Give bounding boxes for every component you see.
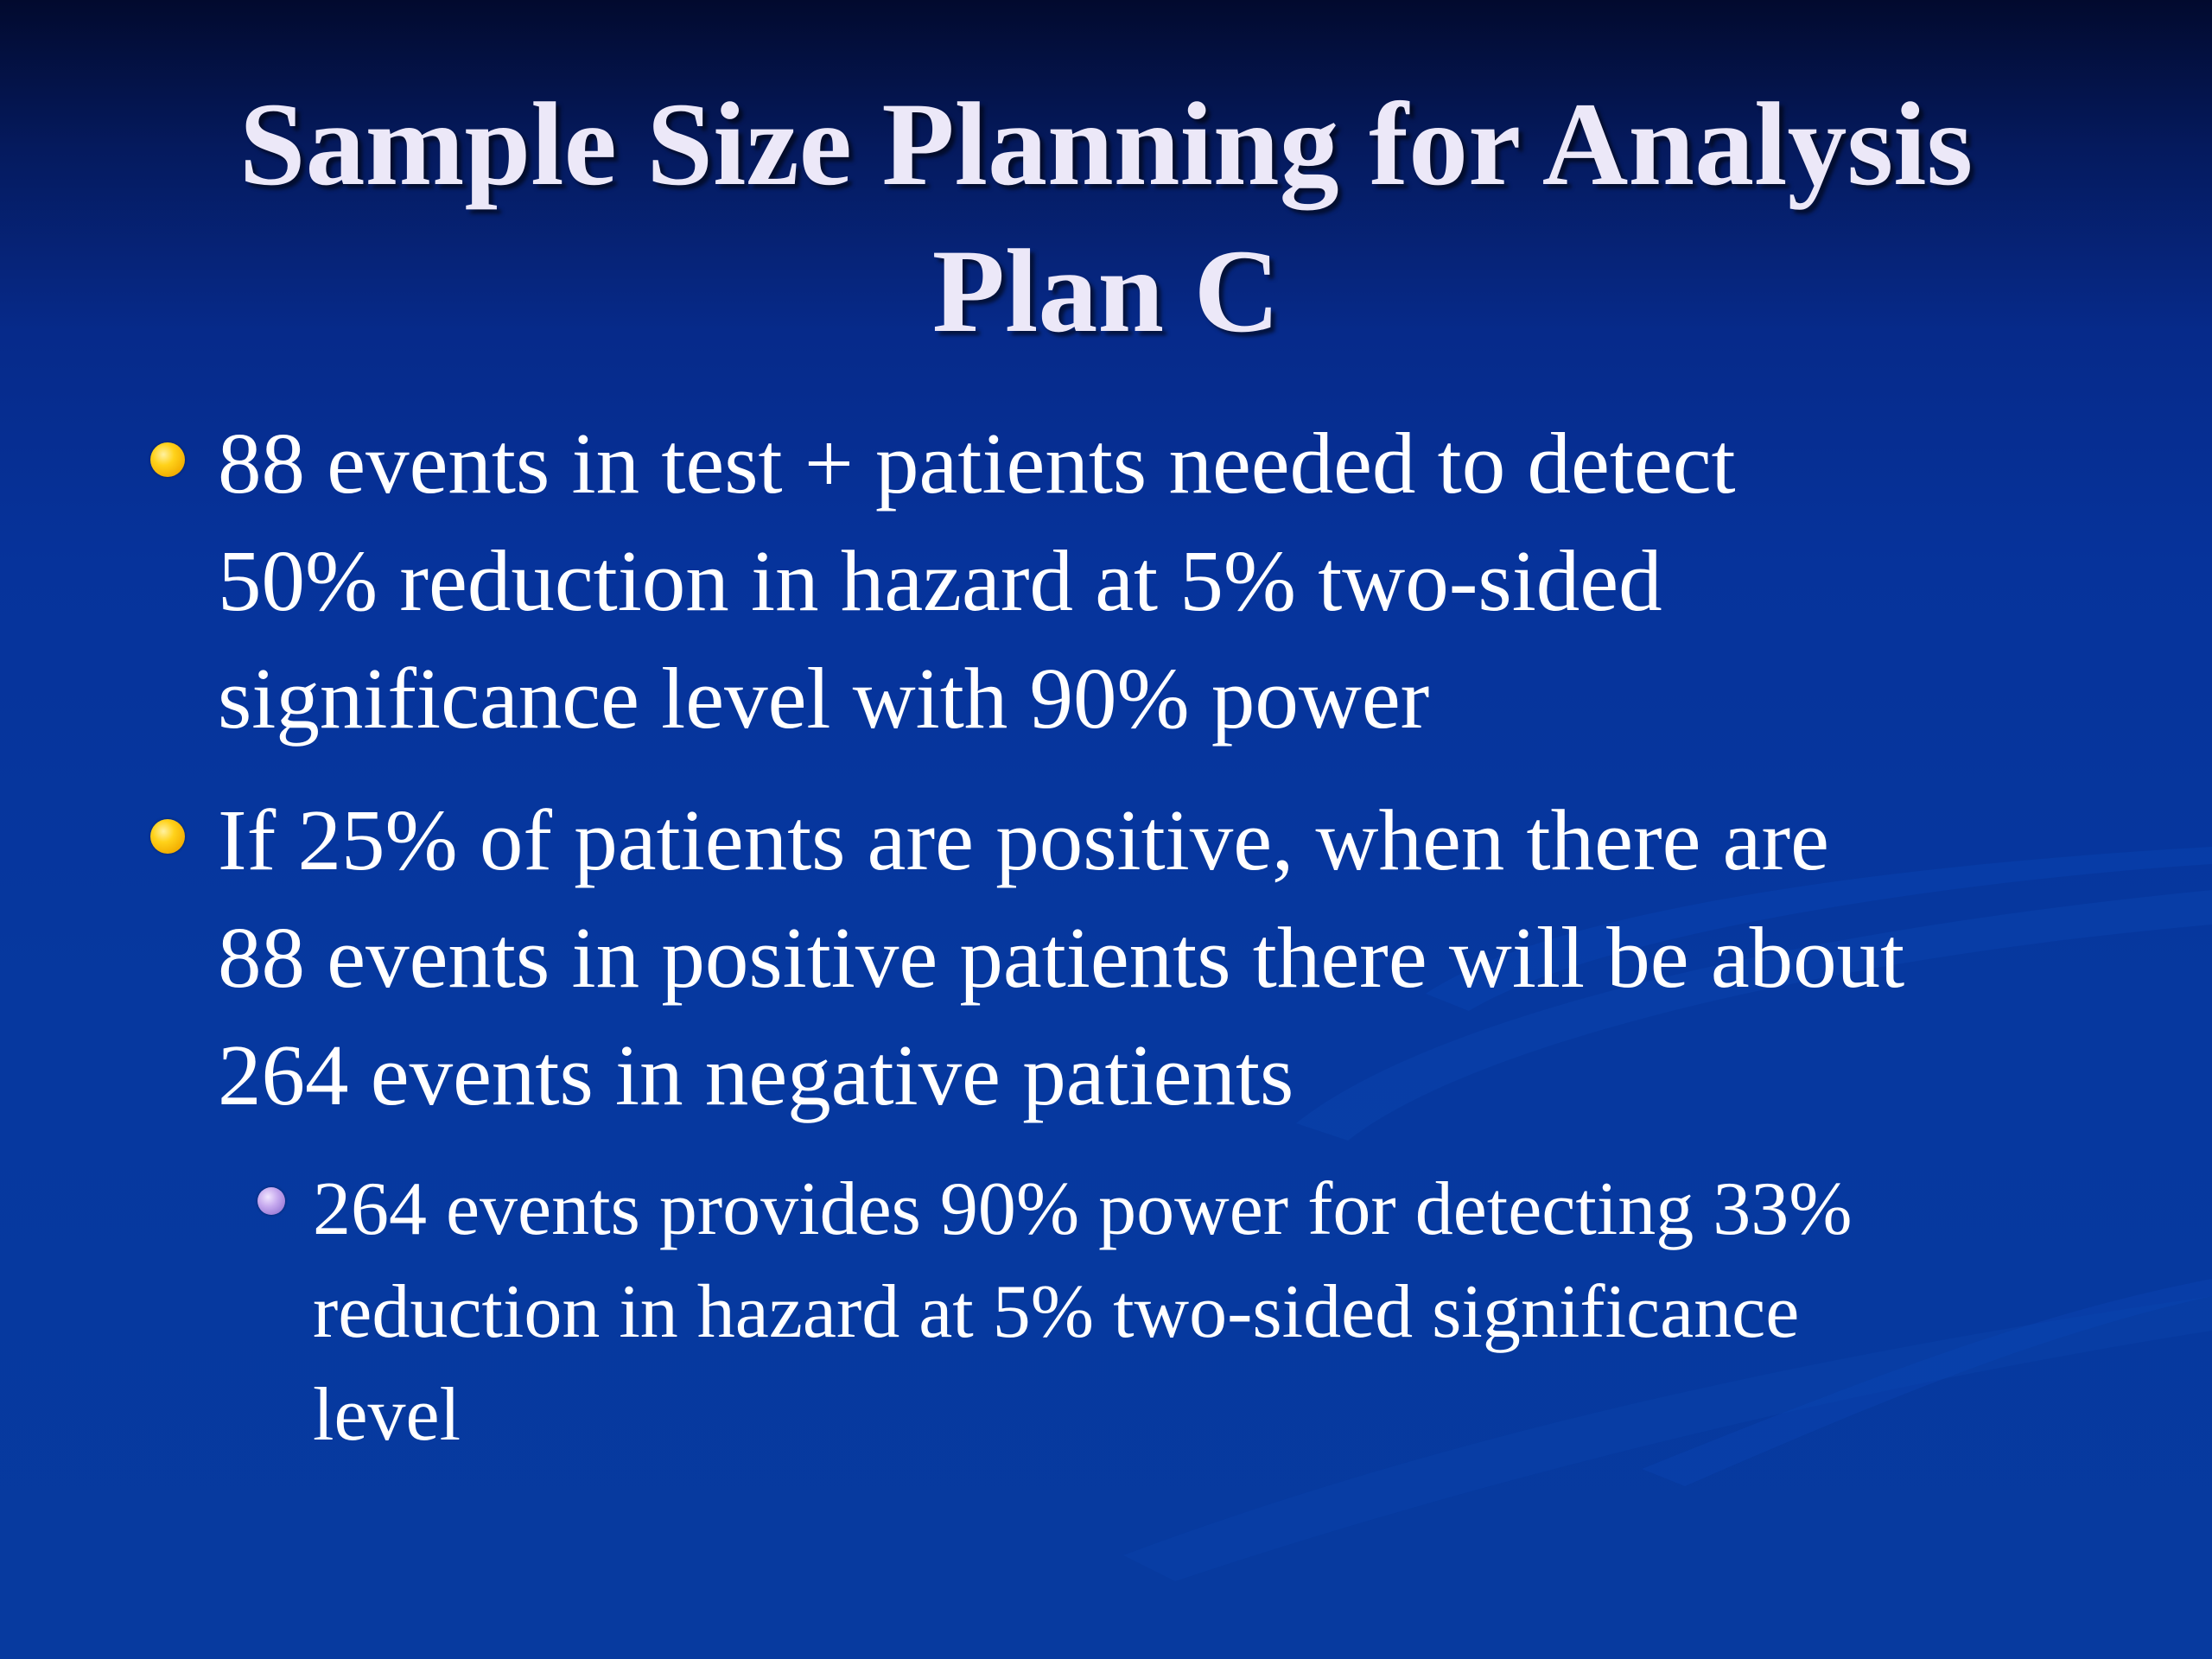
lavender-bullet-icon [257, 1187, 285, 1215]
sub-bullet-item-1-line-3: level [313, 1373, 461, 1457]
bullet-item-2 [218, 781, 2119, 1134]
yellow-bullet-icon [150, 819, 185, 854]
sub-bullet-item-1 [313, 1158, 2041, 1466]
bullet-item-2-line-2: 88 events in positive patients there will be about [218, 909, 1905, 1006]
bullet-item-1-line-1: 88 events in test + patients needed to detect [218, 415, 1736, 512]
bullet-item-1-line-3: significance level with 90% power [218, 650, 1430, 747]
sub-bullet-item-1-line-2: reduction in hazard at 5% two-sided significance [313, 1270, 1800, 1354]
sub-bullet-item-1-line-1: 264 events provides 90% power for detecting 33% [313, 1167, 1853, 1251]
slide-title-line-1: Sample Size Planning for Analysis [238, 78, 1974, 210]
slide-title-line-2: Plan C [931, 225, 1281, 357]
bullet-item-1-line-2: 50% reduction in hazard at 5% two-sided [218, 532, 1662, 629]
slide-title [86, 71, 2126, 365]
bullet-item-2-line-3: 264 events in negative patients [218, 1027, 1294, 1123]
bullet-item-2-line-1: If 25% of patients are positive, when there are [218, 791, 1829, 888]
bullet-item-1 [218, 404, 2075, 757]
yellow-bullet-icon [150, 442, 185, 477]
